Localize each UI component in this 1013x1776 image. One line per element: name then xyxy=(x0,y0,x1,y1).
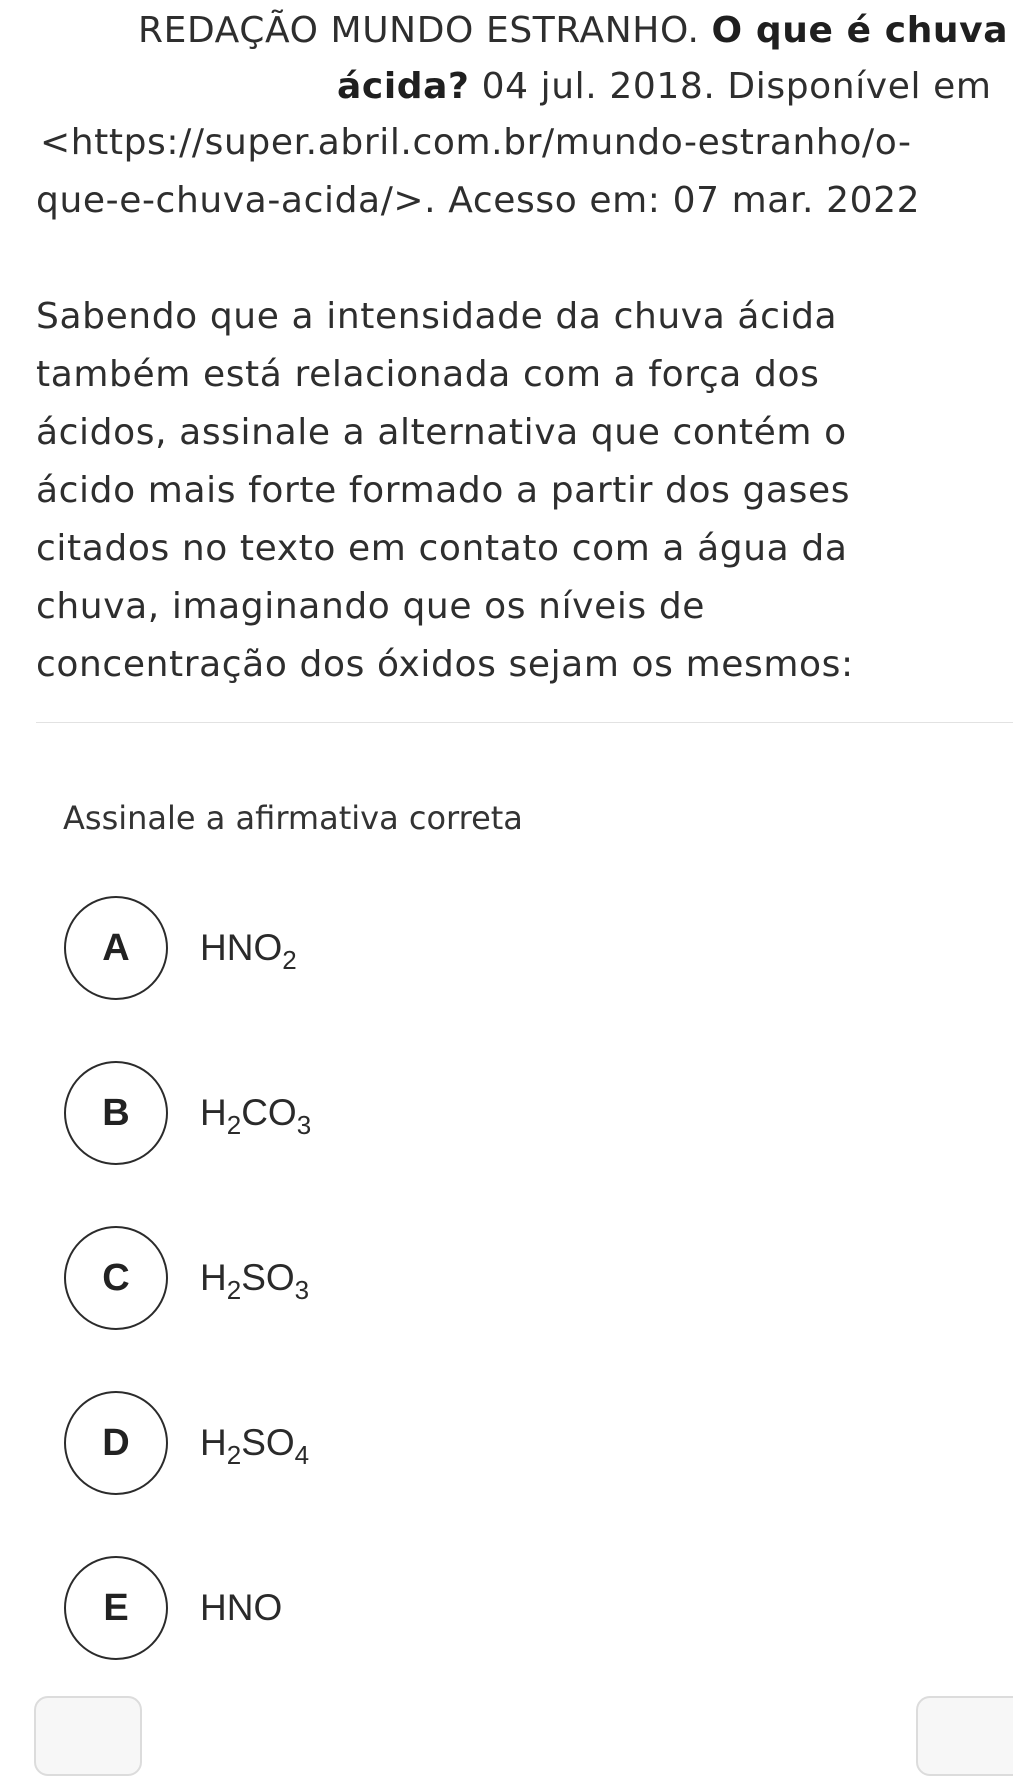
reference-source: REDAÇÃO MUNDO ESTRANHO. xyxy=(138,10,712,51)
formula-subscript: 3 xyxy=(294,1275,310,1305)
option-e-text: HNO xyxy=(200,1587,283,1628)
option-c-letter[interactable]: C xyxy=(64,1226,168,1330)
option-a[interactable] xyxy=(64,896,664,1004)
reference-access-line: que-e-chuva-acida/>. Acesso em: 07 mar. 2022 xyxy=(36,180,921,221)
option-b-letter[interactable]: B xyxy=(64,1061,168,1165)
option-a-text: $HNO_2$ xyxy=(200,927,297,975)
option-b[interactable] xyxy=(64,1061,664,1169)
option-b-text: $H_2CO_3$ xyxy=(200,1092,312,1140)
reference-title-part-2: ácida? xyxy=(337,66,470,107)
reference-line-1 xyxy=(138,2,1008,60)
option-a-letter[interactable]: A xyxy=(64,896,168,1000)
option-c-text: $H_2SO_3$ xyxy=(200,1257,310,1305)
section-divider xyxy=(36,722,1013,723)
next-button[interactable] xyxy=(916,1696,1013,1776)
formula-subscript: 2 xyxy=(226,1110,242,1140)
reference-title-part-1: O que é chuva xyxy=(711,10,1009,51)
question-line-2: também está relacionada com a força dos xyxy=(36,354,820,395)
question-line-7: concentração dos óxidos sejam os mesmos: xyxy=(36,644,854,685)
option-d[interactable] xyxy=(64,1391,664,1499)
formula-subscript: 2 xyxy=(226,1275,242,1305)
option-d-letter[interactable]: D xyxy=(64,1391,168,1495)
question-line-4: ácido mais forte formado a partir dos gases xyxy=(36,470,851,511)
question-line-6: chuva, imaginando que os níveis de xyxy=(36,586,706,627)
reference-line-2 xyxy=(337,58,992,116)
option-e-letter[interactable]: E xyxy=(64,1556,168,1660)
reference-url-line: <https://super.abril.com.br/mundo-estranho/o- xyxy=(40,122,912,163)
question-line-5: citados no texto em contato com a água da xyxy=(36,528,848,569)
reference-date: 04 jul. 2018. Disponível em xyxy=(469,66,992,107)
formula-subscript: 2 xyxy=(226,1440,242,1470)
option-e[interactable] xyxy=(64,1556,664,1664)
formula-subscript: 3 xyxy=(296,1110,312,1140)
question-line-3: ácidos, assinale a alternativa que contém o xyxy=(36,412,847,453)
formula-subscript: 2 xyxy=(282,945,297,975)
option-d-text: $H_2SO_4$ xyxy=(200,1422,310,1470)
formula-subscript: 4 xyxy=(294,1440,310,1470)
previous-button[interactable] xyxy=(34,1696,142,1776)
question-line-1: Sabendo que a intensidade da chuva ácida xyxy=(36,296,838,337)
answer-prompt: Assinale a afirmativa correta xyxy=(63,799,523,837)
option-c[interactable] xyxy=(64,1226,664,1334)
